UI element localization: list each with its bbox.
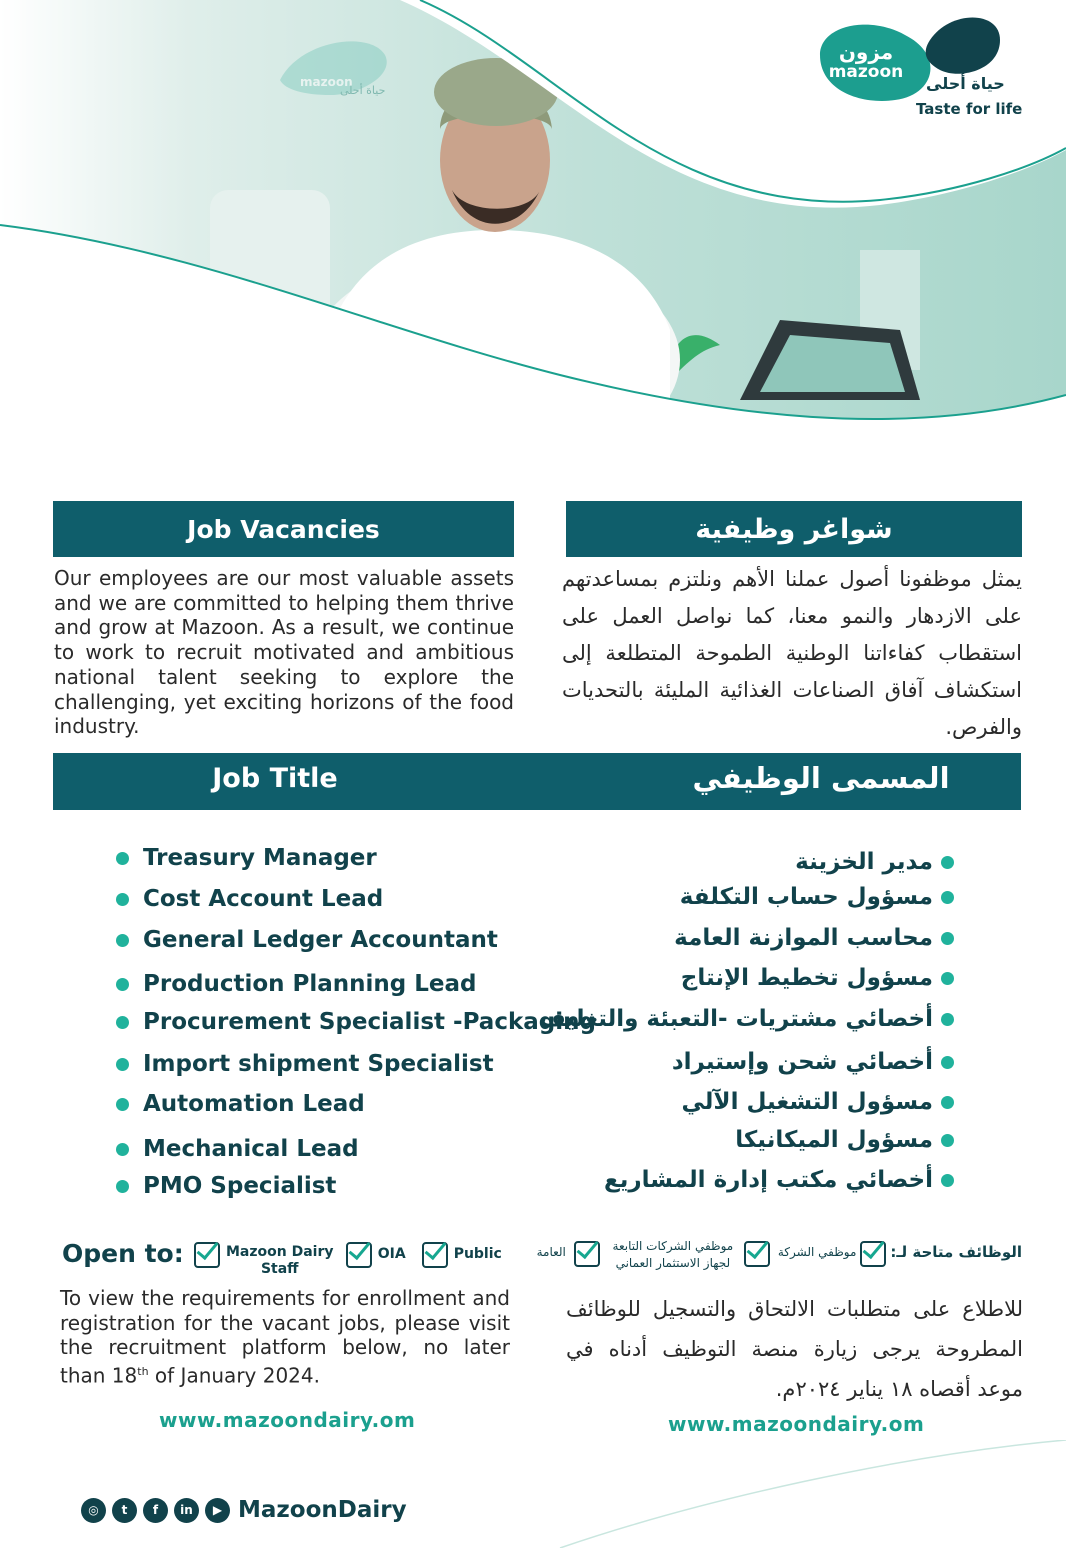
youtube-icon[interactable]: ▶: [205, 1498, 230, 1523]
bullet-icon: [116, 893, 129, 906]
open-to-option: Public: [453, 1246, 502, 1262]
job-title-ar: مسؤول التشغيل الآلي: [681, 1089, 933, 1115]
job-title-en: Treasury Manager: [143, 845, 377, 871]
open-to-en: [62, 1238, 502, 1278]
job-title-ar: مسؤول الميكانيكا: [735, 1127, 933, 1153]
open-to-option: OIA: [377, 1246, 406, 1262]
intro-text-ar: يمثل موظفونا أصول عملنا الأهم ونلتزم بمساعدتهم على الازدهار والنمو معنا، كما نواصل العمل على استقطاب كفاءاتنا الوطنية الطموحة المتطلعة إلى استكشاف آفاق الصناعات الغذائية المليئة بالتحديات والفرص.: [562, 567, 1022, 739]
list-item: [604, 1167, 954, 1193]
list-item: [672, 1049, 954, 1075]
bullet-icon: [116, 852, 129, 865]
list-item: [682, 1089, 954, 1115]
job-title-heading-ar: المسمى الوظيفي: [692, 761, 950, 795]
check-icon: [194, 1242, 220, 1268]
list-item: [116, 1051, 494, 1077]
job-title-en: Import shipment Specialist: [143, 1051, 494, 1077]
registration-url-en[interactable]: www.mazoondairy.om: [159, 1408, 416, 1432]
job-title-en: General Ledger Accountant: [143, 927, 498, 953]
list-item: [116, 845, 377, 871]
bullet-icon: [116, 1058, 129, 1071]
list-item: [116, 1091, 365, 1117]
job-title-ar: أخصائي شحن وإستيراد: [671, 1049, 933, 1075]
job-title-heading-en: Job Title: [212, 763, 338, 794]
hero-banner: [0, 0, 1066, 470]
brand-logo: [826, 42, 906, 82]
job-title-ar: مدير الخزينة: [795, 849, 933, 875]
bullet-icon: [116, 1016, 129, 1029]
list-item: [680, 884, 954, 910]
open-to-label-ar: الوظائف متاحة لـ:: [890, 1243, 1022, 1261]
bullet-icon: [941, 972, 954, 985]
job-vacancies-title-bar: [53, 501, 514, 557]
intro-text-en: Our employees are our most valuable assets and we are committed to helping them thrive and grow at Mazoon. As a result, we continue to work to recruit motivated and ambitious national talent seeking to explore the challenging, yet exciting horizons of the food industry.: [54, 566, 514, 739]
registration-url-ar[interactable]: www.mazoondairy.om: [668, 1412, 925, 1436]
bullet-icon: [941, 891, 954, 904]
list-item: [116, 971, 477, 997]
svg-text:mazoon: mazoon: [300, 75, 353, 89]
list-item: [539, 1006, 954, 1032]
job-title-en: PMO Specialist: [143, 1173, 337, 1199]
list-item: [116, 886, 383, 912]
registration-text-en-end: of January 2024.: [148, 1363, 320, 1388]
job-title-en: Production Planning Lead: [143, 971, 477, 997]
brand-slogan-en: Taste for life: [916, 100, 1023, 118]
bullet-icon: [116, 1180, 129, 1193]
list-item: [795, 849, 954, 875]
bullet-icon: [941, 932, 954, 945]
brand-name-ar: مزون: [838, 40, 894, 64]
brand-name-en: mazoon: [828, 62, 904, 82]
bullet-icon: [116, 1098, 129, 1111]
bullet-icon: [941, 856, 954, 869]
bullet-icon: [116, 934, 129, 947]
job-title-ar: محاسب الموازنة العامة: [674, 925, 933, 951]
social-handle: MazoonDairy: [238, 1497, 407, 1523]
open-to-option-ar: موظفي الشركات التابعة لجهاز الاستثمار العماني: [612, 1239, 734, 1270]
job-vacancies-title: Job Vacancies: [187, 514, 380, 544]
twitter-icon[interactable]: t: [112, 1498, 137, 1523]
open-to-ar: [537, 1238, 1022, 1272]
job-title-ar: مسؤول حساب التكلفة: [679, 884, 933, 910]
footer-wave: [0, 1440, 1066, 1548]
check-icon: [574, 1241, 600, 1267]
list-item: [116, 927, 498, 953]
instagram-icon[interactable]: ◎: [81, 1498, 106, 1523]
job-title-ar: أخصائي مكتب إدارة المشاريع: [604, 1167, 933, 1193]
bullet-icon: [116, 1143, 129, 1156]
job-vacancies-title-bar-ar: [566, 501, 1022, 557]
registration-text-en-main: To view the requirements for enrollment and registration for the vacant jobs, please visit the recruitment platform below, no later than 18: [60, 1286, 510, 1388]
job-title-en: Mechanical Lead: [143, 1136, 359, 1162]
open-to-option: Mazoon Dairy Staff: [225, 1244, 334, 1277]
bullet-icon: [941, 1096, 954, 1109]
list-item: [674, 925, 954, 951]
svg-text:حياة أحلى: حياة أحلى: [340, 84, 386, 97]
list-item: [116, 1009, 596, 1035]
registration-text-ar: للاطلاع على متطلبات الالتحاق والتسجيل للوظائف المطروحة يرجى زيارة منصة التوظيف أدناه في موعد أقصاه ١٨ يناير ٢٠٢٤م.: [566, 1297, 1023, 1401]
check-icon: [422, 1242, 448, 1268]
facebook-icon[interactable]: f: [143, 1498, 168, 1523]
brand-slogan-ar: حياة أحلى: [926, 74, 1005, 93]
job-title-ar: أخصائي مشتريات -التعبئة والتغليف: [539, 1006, 933, 1032]
job-title-en: Automation Lead: [143, 1091, 365, 1117]
bullet-icon: [941, 1056, 954, 1069]
check-icon: [860, 1241, 886, 1267]
registration-text-en: [60, 1286, 510, 1388]
list-item: [735, 1127, 954, 1153]
bullet-icon: [941, 1134, 954, 1147]
linkedin-icon[interactable]: in: [174, 1498, 199, 1523]
list-item: [116, 1136, 359, 1162]
job-vacancies-title-ar: شواغر وظيفية: [695, 513, 893, 545]
check-icon: [744, 1241, 770, 1267]
list-item: [116, 1173, 336, 1199]
open-to-label: Open to:: [62, 1239, 184, 1268]
list-item: [681, 965, 954, 991]
job-title-en: Procurement Specialist -Packaging: [143, 1009, 596, 1035]
registration-text-en-sup: th: [137, 1365, 149, 1379]
job-title-ar: مسؤول تخطيط الإنتاج: [680, 965, 933, 991]
bullet-icon: [941, 1013, 954, 1026]
check-icon: [346, 1242, 372, 1268]
bullet-icon: [941, 1174, 954, 1187]
job-title-en: Cost Account Lead: [143, 886, 384, 912]
open-to-option-ar: العامة: [536, 1245, 566, 1259]
open-to-option-ar: موظفي الشركة: [777, 1245, 857, 1259]
bullet-icon: [116, 978, 129, 991]
